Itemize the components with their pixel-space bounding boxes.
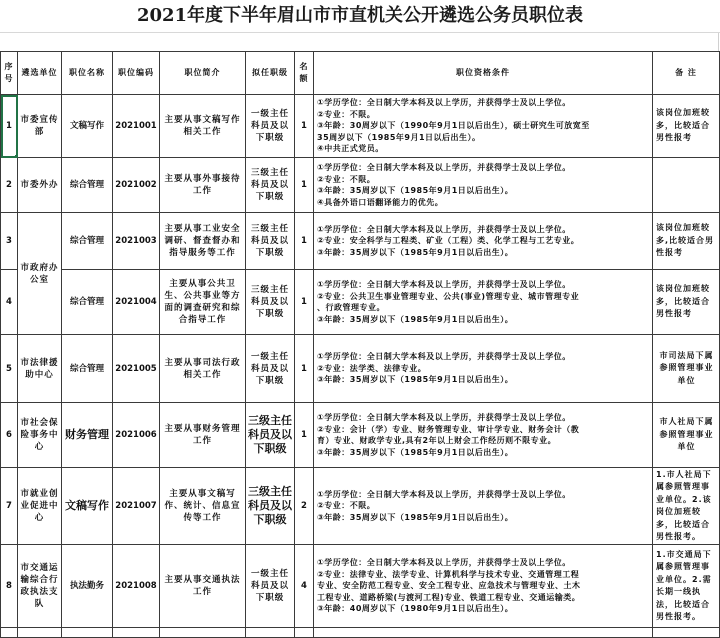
cell-rank[interactable]: 三级主任科员及以下职级 xyxy=(246,158,295,213)
requirement-line: ①学历学位：全日制大学本科及以上学历，并获得学士及以上学位。 xyxy=(317,558,571,568)
requirement-line: 育）专业、财政学专业,具有2年以上财会工作经历则不限专业。 xyxy=(317,436,557,445)
requirement-line: ③年龄：35周岁以下（1985年9月1日以后出生）。 xyxy=(317,247,514,257)
requirement-line: ④具备外语口语翻译能力的优先。 xyxy=(317,197,444,207)
cell-quota[interactable]: 2 xyxy=(295,468,314,545)
cell-rank[interactable]: 三级主任科员及以下职级 xyxy=(246,468,295,545)
cell-notes[interactable]: 1.市交通局下属参照管理事业单位。2.需长期一线执法，比较适合男性报考。 xyxy=(653,545,720,628)
cell-position-name[interactable]: 综合管理 xyxy=(62,270,113,335)
requirement-line: ①学历学位：全日制大学本科及以上学历，并获得学士及以上学位。 xyxy=(317,224,571,234)
cell-requirements[interactable] xyxy=(314,403,653,468)
cell-notes[interactable]: 该岗位加班较多，比较适合男性报考 xyxy=(653,95,720,158)
cell-notes[interactable]: 该岗位加班较多，比较适合男性报考 xyxy=(653,270,720,335)
table-row xyxy=(1,335,720,403)
table-row xyxy=(1,213,720,270)
requirement-line: ②专业：不限。 xyxy=(317,174,376,184)
cell-position-name[interactable]: 综合管理 xyxy=(62,335,113,403)
header-quota[interactable]: 名额 xyxy=(295,52,314,95)
header-rank[interactable]: 拟任职级 xyxy=(246,52,295,95)
cell-notes[interactable] xyxy=(653,158,720,213)
requirement-line: ③年龄：35周岁以下（1985年9月1日以后出生）。 xyxy=(317,447,514,457)
requirement-line: ①学历学位：全日制大学本科及以上学历，并获得学士及以上学位。 xyxy=(317,163,571,172)
cell-empty xyxy=(18,628,62,638)
requirement-line: ①学历学位：全日制大学本科及以上学历，并获得学士及以上学位。 xyxy=(317,98,571,108)
cell-empty xyxy=(160,628,246,638)
cell-description[interactable]: 主要从事司法行政相关工作 xyxy=(160,335,246,403)
requirement-line: 、行政管理专业。 xyxy=(317,303,385,312)
requirement-line: ③年龄：35周岁以下（1985年9月1日以后出生）。 xyxy=(317,375,514,385)
table-row xyxy=(1,545,720,628)
cell-position-code[interactable]: 2021002 xyxy=(113,158,160,213)
cell-quota[interactable]: 1 xyxy=(295,335,314,403)
cell-description[interactable]: 主要从事外事接待工作 xyxy=(160,158,246,213)
cell-empty xyxy=(653,628,720,638)
cell-unit-merged[interactable]: 市政府办公室 xyxy=(18,213,62,335)
requirement-line: ①学历学位：全日制大学本科及以上学历，并获得学士及以上学位。 xyxy=(317,413,571,422)
cell-seq[interactable]: 4 xyxy=(1,270,18,335)
cell-empty xyxy=(295,628,314,638)
header-unit[interactable]: 遴选单位 xyxy=(18,52,62,95)
cell-description[interactable]: 主要从事财务管理工作 xyxy=(160,403,246,468)
cell-rank[interactable]: 一级主任科员及以下职级 xyxy=(246,95,295,158)
cell-quota[interactable]: 1 xyxy=(295,95,314,158)
cell-notes[interactable]: 该岗位加班较多,比较适合男性报考 xyxy=(653,213,720,270)
cell-empty xyxy=(246,628,295,638)
cell-description[interactable]: 主要从事交通执法工作 xyxy=(160,545,246,628)
cell-unit[interactable]: 市委外办 xyxy=(18,158,62,213)
cell-notes[interactable]: 1.市人社局下属参照管理事业单位。2.该岗位加班较多，比较适合男性报考。 xyxy=(653,468,720,545)
cell-rank[interactable]: 三级主任科员及以下职级 xyxy=(246,403,295,468)
cell-seq[interactable]: 7 xyxy=(1,468,18,545)
cell-seq[interactable]: 3 xyxy=(1,213,18,270)
cell-description[interactable]: 主要从事文稿写作、统计、信息宣传等工作 xyxy=(160,468,246,545)
cell-position-name[interactable]: 文稿写作 xyxy=(62,95,113,158)
cell-position-name[interactable]: 财务管理 xyxy=(62,403,113,468)
header-description[interactable]: 职位简介 xyxy=(160,52,246,95)
requirement-line: ③年龄：35周岁以下（1985年9月1日以后出生）。 xyxy=(317,186,514,195)
requirement-line: ③年龄：30周岁以下（1990年9月1日以后出生），硕士研究生可放宽至 xyxy=(317,121,590,131)
cell-seq[interactable]: 5 xyxy=(1,335,18,403)
cell-empty xyxy=(314,628,653,638)
requirement-line: ①学历学位：全日制大学本科及以上学历，并获得学士及以上学位。 xyxy=(317,280,571,289)
cell-requirements[interactable] xyxy=(314,213,653,270)
header-row xyxy=(1,52,720,95)
requirement-line: ②专业：公共卫生事业管理专业、公共(事业)管理专业、城市管理专业 xyxy=(317,291,580,301)
cell-quota[interactable]: 1 xyxy=(295,403,314,468)
requirement-line: ②专业：会计（学）专业、财务管理专业、审计学专业、财务会计（教 xyxy=(317,424,580,434)
header-requirements[interactable]: 职位资格条件 xyxy=(314,52,653,95)
blank-spacer-row xyxy=(0,33,719,51)
cell-rank[interactable]: 三级主任科员及以下职级 xyxy=(246,270,295,335)
cell-quota[interactable]: 4 xyxy=(295,545,314,628)
cell-unit[interactable]: 市委宣传部 xyxy=(18,95,62,158)
cell-position-name[interactable]: 综合管理 xyxy=(62,213,113,270)
requirement-line: 专业、安全防范工程专业、安全工程专业、应急技术与管理专业、土木 xyxy=(317,581,581,591)
cell-position-code[interactable]: 2021003 xyxy=(113,213,160,270)
cell-notes[interactable]: 市司法局下属参照管理事业单位 xyxy=(653,335,720,403)
cell-seq[interactable]: 8 xyxy=(1,545,18,628)
cell-requirements[interactable] xyxy=(314,270,653,335)
page-title: 2021年度下半年眉山市市直机关公开遴选公务员职位表 xyxy=(0,0,720,33)
header-notes[interactable]: 备 注 xyxy=(653,52,720,95)
requirement-line: ②专业：法律专业、法学专业、计算机科学与技术专业、交通管理工程 xyxy=(317,569,580,579)
cell-position-code[interactable]: 2021008 xyxy=(113,545,160,628)
header-seq[interactable]: 序号 xyxy=(1,52,18,95)
cell-rank[interactable]: 三级主任科员及以下职级 xyxy=(246,213,295,270)
table-row xyxy=(1,468,720,545)
cell-description[interactable]: 主要从事文稿写作相关工作 xyxy=(160,95,246,158)
cell-position-name[interactable]: 综合管理 xyxy=(62,158,113,213)
requirement-line: ①学历学位：全日制大学本科及以上学历，并获得学士及以上学位。 xyxy=(317,489,571,499)
requirement-line: ③年龄：40周岁以下（1980年9月1日以后出生）。 xyxy=(317,604,514,614)
cell-rank[interactable]: 一级主任科员及以下职级 xyxy=(246,335,295,403)
cell-empty xyxy=(62,628,113,638)
cell-requirements[interactable] xyxy=(314,158,653,213)
cell-position-name[interactable]: 文稿写作 xyxy=(62,468,113,545)
cell-quota[interactable]: 1 xyxy=(295,270,314,335)
header-position-code[interactable]: 职位编码 xyxy=(113,52,160,95)
cell-requirements[interactable] xyxy=(314,335,653,403)
requirement-line: ③年龄：35周岁以下（1985年9月1日以后出生）。 xyxy=(317,512,514,522)
cell-position-code[interactable]: 2021004 xyxy=(113,270,160,335)
cell-quota[interactable]: 1 xyxy=(295,213,314,270)
cell-unit[interactable]: 市交通运输综合行政执法支队 xyxy=(18,545,62,628)
cell-unit[interactable]: 市法律援助中心 xyxy=(18,335,62,403)
cell-description[interactable]: 主要从事工业安全调研、督查督办和指导服务等工作 xyxy=(160,213,246,270)
position-table xyxy=(0,51,720,638)
table-row xyxy=(1,270,720,335)
requirement-line: 35周岁以下（1985年9月1日以后出生）。 xyxy=(317,132,481,142)
cell-description[interactable]: 主要从事公共卫生、公共事业等方面的调查研究和综合指导工作 xyxy=(160,270,246,335)
cell-position-code[interactable]: 2021005 xyxy=(113,335,160,403)
cell-requirements[interactable] xyxy=(314,95,653,158)
table-row xyxy=(1,158,720,213)
cell-seq[interactable]: 6 xyxy=(1,403,18,468)
cell-requirements[interactable] xyxy=(314,468,653,545)
cell-position-code[interactable]: 2021001 xyxy=(113,95,160,158)
requirement-line: 工程专业、道路桥梁(与渡河工程)专业、铁道工程专业、交通运输类。 xyxy=(317,592,581,602)
cell-position-code[interactable]: 2021007 xyxy=(113,468,160,545)
cell-seq[interactable]: 2 xyxy=(1,158,18,213)
requirement-line: ③年龄：35周岁以下（1985年9月1日以后出生）。 xyxy=(317,314,514,324)
cell-requirements[interactable] xyxy=(314,545,653,628)
requirement-line: ②专业：安全科学与工程类、矿业（工程）类、化学工程与工艺专业。 xyxy=(317,236,580,246)
cell-notes[interactable]: 市人社局下属参照管理事业单位 xyxy=(653,403,720,468)
cell-position-name[interactable]: 执法勤务 xyxy=(62,545,113,628)
requirement-line: ②专业：法学类、法律专业。 xyxy=(317,363,427,373)
cell-unit[interactable]: 市社会保险事务中心 xyxy=(18,403,62,468)
cell-empty xyxy=(113,628,160,638)
cell-unit[interactable]: 市就业创业促进中心 xyxy=(18,468,62,545)
cell-quota[interactable]: 1 xyxy=(295,158,314,213)
requirement-line: ①学历学位：全日制大学本科及以上学历，并获得学士及以上学位。 xyxy=(317,352,571,362)
cell-rank[interactable]: 一级主任科员及以下职级 xyxy=(246,545,295,628)
header-position-name[interactable]: 职位名称 xyxy=(62,52,113,95)
table-row-partial xyxy=(1,628,720,638)
cell-seq-selected[interactable]: 1 xyxy=(1,95,18,158)
requirement-line: ②专业：不限。 xyxy=(317,109,376,119)
requirement-line: ④中共正式党员。 xyxy=(317,144,384,154)
requirement-line: ②专业：不限。 xyxy=(317,501,376,511)
table-row xyxy=(1,403,720,468)
table-row xyxy=(1,95,720,158)
cell-empty xyxy=(1,628,18,638)
cell-position-code[interactable]: 2021006 xyxy=(113,403,160,468)
